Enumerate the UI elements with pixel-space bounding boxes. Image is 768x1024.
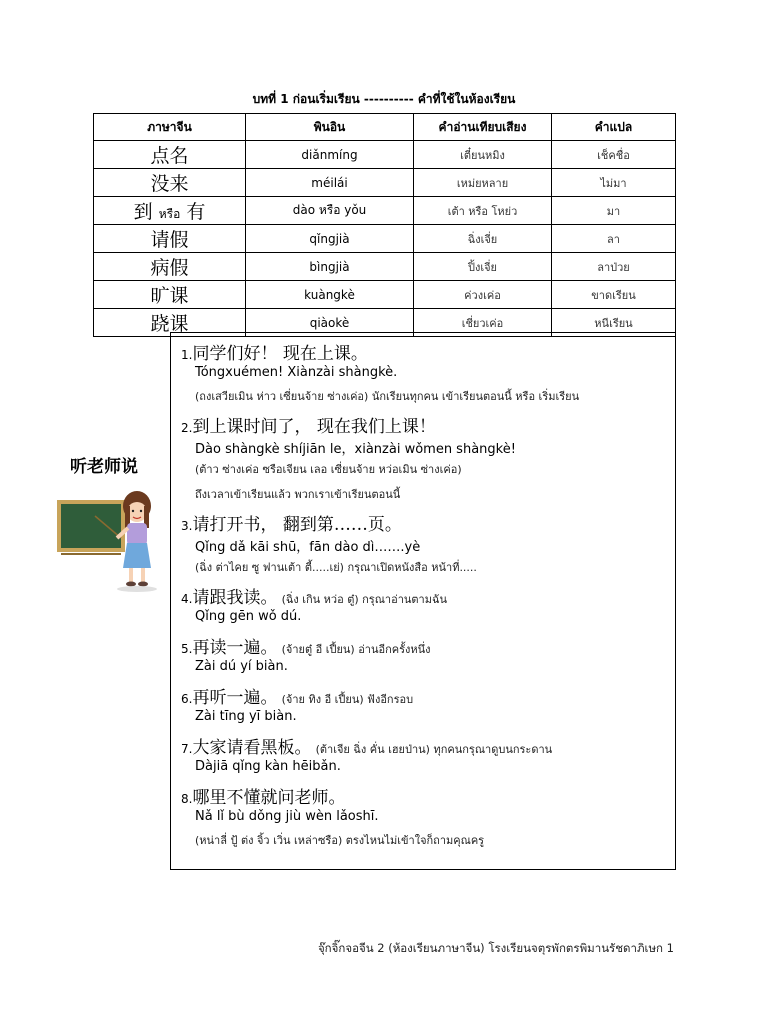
phrase-chinese-line	[181, 339, 368, 364]
phrase-thai-inline: (ต้าเจีย ฉิ่ง คั่น เฮยป่าน) ทุกคนกรุณาดูบนกระดาน	[315, 743, 553, 756]
chinese-cell	[94, 253, 246, 281]
phrase-chinese-line	[181, 683, 413, 708]
phrase-chinese-line	[181, 412, 436, 437]
phrase-chinese-line	[181, 510, 402, 535]
phrase-thai: (ถงเสวียเมิน ห่าว เซี่ยนจ้าย ซ่างเค่อ) นักเรียนทุกคน เข้าเรียนตอนนี้ หรือ เริ่มเรียน	[195, 390, 580, 403]
reading-cell: เตี๋ยนหมิง	[414, 141, 552, 169]
or-word: หรือ	[158, 207, 181, 221]
phrases-box	[170, 332, 676, 870]
table-row	[94, 141, 676, 169]
meaning-cell: ไม่มา	[552, 169, 676, 197]
pinyin-cell: diǎnmíng	[246, 141, 414, 169]
phrase-number: 3.	[181, 519, 193, 533]
phrase-thai: (ฉิ่ง ต่าไคย ซู ฟานเต้า ตี้.....เย่) กรุณาเปิดหนังสือ หน้าที่.....	[195, 561, 477, 574]
chinese-cell	[94, 141, 246, 169]
pinyin-cell: qǐngjià	[246, 225, 414, 253]
pinyin-cell: bìngjià	[246, 253, 414, 281]
chinese-cell	[94, 225, 246, 253]
page-title: บทที่ 1 ก่อนเริ่มเรียน ---------- คำที่ใช้ในห้องเรียน	[252, 92, 516, 106]
phrase-chinese: 请打开书， 翻到第……页。	[192, 515, 402, 535]
phrase-thai: (ต้าว ซ่างเค่อ ซรือเจียน เลอ เซี่ยนจ้าย หว่อเมิน ซ่างเค่อ)	[195, 463, 462, 476]
meaning-cell: เช็คชื่อ	[552, 141, 676, 169]
meaning-cell: ลา	[552, 225, 676, 253]
header-pinyin: พินอิน	[246, 114, 414, 141]
chinese-word: 点名	[150, 145, 189, 167]
table-row	[94, 253, 676, 281]
chinese-word: 没来	[150, 173, 189, 195]
phrase-chinese: 哪里不懂就问老师。	[192, 788, 346, 808]
table-row	[94, 169, 676, 197]
phrase-pinyin: Zài tīng yī biàn.	[195, 709, 297, 724]
header-chinese: ภาษาจีน	[94, 114, 246, 141]
chinese-word-alt: 有	[186, 201, 206, 223]
table-header-row	[94, 114, 676, 141]
phrase-thai-inline: (ฉิ่ง เกิน หว่อ ตู๋) กรุณาอ่านตามฉัน	[281, 593, 447, 606]
pinyin-cell: kuàngkè	[246, 281, 414, 309]
phrase-thai-inline: (จ้ายตู๋ อี เปี้ยน) อ่านอีกครั้งหนึ่ง	[281, 643, 431, 656]
phrase-pinyin: Dào shàngkè shíjiān le，xiànzài wǒmen shàngkè!	[195, 442, 516, 457]
table-row	[94, 197, 676, 225]
table-row	[94, 225, 676, 253]
phrase-chinese: 大家请看黑板。	[192, 738, 312, 758]
phrase-pinyin: Qǐng dǎ kāi shū，fān dào dì…….yè	[195, 540, 421, 555]
meaning-cell: ลาป่วย	[552, 253, 676, 281]
chinese-word: 请假	[150, 229, 189, 251]
phrase-pinyin: Zài dú yí biàn.	[195, 659, 288, 674]
meaning-cell: หนีเรียน	[552, 309, 676, 337]
phrase-number: 1.	[181, 348, 193, 362]
chinese-word: 到	[133, 201, 153, 223]
side-label: 听老师说	[70, 457, 138, 477]
header-reading: คำอ่านเทียบเสียง	[414, 114, 552, 141]
meaning-cell: มา	[552, 197, 676, 225]
phrase-chinese: 到上课时间了， 现在我们上课！	[192, 417, 436, 437]
pinyin-cell: qiàokè	[246, 309, 414, 337]
chinese-word: 病假	[150, 257, 189, 279]
phrase-chinese: 再听一遍。	[192, 688, 278, 708]
phrase-chinese-line	[181, 583, 447, 608]
phrase-thai: (หน่าลี่ ปู้ ต่ง จิ้ว เวิ่น เหล่าซรือ) ตรงไหนไม่เข้าใจก็ถามคุณครู	[195, 834, 485, 847]
phrase-number: 2.	[181, 421, 193, 435]
phrase-pinyin: Dàjiā qǐng kàn hēibǎn.	[195, 759, 341, 774]
vocab-table	[93, 113, 676, 337]
phrase-pinyin: Nǎ lǐ bù dǒng jiù wèn lǎoshī.	[195, 809, 379, 824]
chinese-word: 跷课	[150, 313, 189, 335]
chinese-cell	[94, 281, 246, 309]
phrase-pinyin: Qǐng gēn wǒ dú.	[195, 609, 302, 624]
meaning-cell: ขาดเรียน	[552, 281, 676, 309]
footer: จุ๊กจิ๊กจอจีน 2 (ห้องเรียนภาษาจีน) โรงเรียนจตุรพักตรพิมานรัชดาภิเษก 1	[317, 941, 674, 955]
phrase-number: 8.	[181, 792, 193, 806]
phrase-pinyin: Tóngxuémen! Xiànzài shàngkè.	[195, 365, 398, 380]
phrase-chinese: 同学们好！ 现在上课。	[192, 344, 368, 364]
phrase-chinese-line	[181, 783, 345, 808]
chinese-cell	[94, 169, 246, 197]
reading-cell: ค่วงเค่อ	[414, 281, 552, 309]
teacher-illustration	[55, 488, 165, 593]
phrase-thai: ถึงเวลาเข้าเรียนแล้ว พวกเราเข้าเรียนตอนนี้	[195, 488, 401, 501]
phrase-number: 6.	[181, 692, 193, 706]
blackboard-icon	[61, 504, 121, 548]
phrase-number: 4.	[181, 592, 193, 606]
pinyin-cell: méilái	[246, 169, 414, 197]
header-meaning: คำแปล	[552, 114, 676, 141]
chinese-word: 旷课	[150, 285, 189, 307]
phrase-chinese-line	[181, 633, 431, 658]
chinese-cell	[94, 197, 246, 225]
reading-cell: เต้า หรือ โหย่ว	[414, 197, 552, 225]
phrase-chinese: 请跟我读。	[192, 588, 278, 608]
phrase-number: 7.	[181, 742, 193, 756]
phrase-chinese: 再读一遍。	[192, 638, 278, 658]
reading-cell: ฉิ่งเจี่ย	[414, 225, 552, 253]
table-row	[94, 281, 676, 309]
pinyin-cell: dào หรือ yǒu	[246, 197, 414, 225]
reading-cell: ปิ้งเจี่ย	[414, 253, 552, 281]
phrase-number: 5.	[181, 642, 193, 656]
phrase-chinese-line	[181, 733, 552, 758]
phrase-thai-inline: (จ้าย ทิง อี เปี้ยน) ฟังอีกรอบ	[281, 693, 414, 706]
reading-cell: เหม่ยหลาย	[414, 169, 552, 197]
reading-cell: เชี่ยวเค่อ	[414, 309, 552, 337]
